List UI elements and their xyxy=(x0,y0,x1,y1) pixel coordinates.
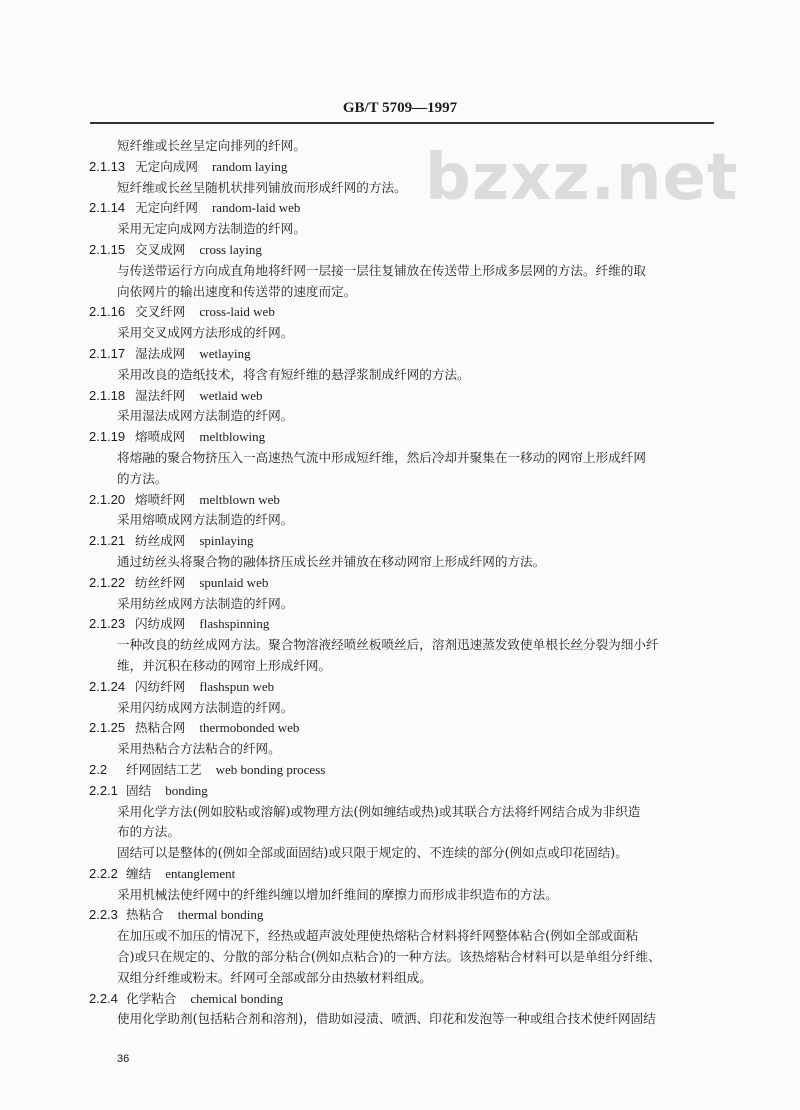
term-heading xyxy=(89,386,263,407)
header-rule xyxy=(90,122,714,124)
term-number: 2.1.16 xyxy=(89,304,126,320)
document-body xyxy=(0,136,800,1030)
definition-text: 使用化学助剂(包括粘合剂和溶剂)，借助如浸渍、喷洒、印花和发泡等一种或组合技术使纤网固结 xyxy=(117,1011,656,1027)
definition-text: 将熔融的聚合物挤压入一高速热气流中形成短纤维，然后冷却并聚集在一移动的网帘上形成纤网 xyxy=(117,449,646,465)
definition-text: 采用湿法成网方法制造的纤网。 xyxy=(117,408,294,424)
definition-text: 布的方法。 xyxy=(117,824,180,840)
term-chinese: 热粘合网 xyxy=(135,720,186,736)
term-chinese: 固结 xyxy=(126,782,152,798)
term-heading xyxy=(89,531,254,552)
term-heading xyxy=(89,864,235,885)
definition-text: 维，并沉积在移动的网帘上形成纤网。 xyxy=(117,657,332,673)
term-chinese: 交叉纤网 xyxy=(135,304,186,320)
term-number: 2.2 xyxy=(89,761,108,777)
term-english: web bonding process xyxy=(215,761,326,777)
term-number: 2.1.19 xyxy=(89,429,126,445)
term-heading xyxy=(89,302,275,323)
term-heading xyxy=(89,760,325,781)
term-number: 2.1.17 xyxy=(89,345,126,361)
definition-text: 采用熔喷成网方法制造的纤网。 xyxy=(117,512,294,528)
definition-text: 采用热粘合方法粘合的纤网。 xyxy=(117,741,281,757)
term-english: flashspinning xyxy=(199,616,270,632)
term-english: spunlaid web xyxy=(199,574,269,590)
definition-text: 在加压或不加压的情况下，经热或超声波处理使热熔粘合材料将纤网整体粘合(例如全部或面粘 xyxy=(117,928,639,944)
term-heading xyxy=(89,344,251,365)
definition-text: 短纤维或长丝呈随机状排列铺放而形成纤网的方法。 xyxy=(117,179,407,195)
definition-text: 一种改良的纺丝成网方法。聚合物溶液经喷丝板喷丝后，溶剂迅速蒸发致使单根长丝分裂为细小纤 xyxy=(117,637,659,653)
term-number: 2.1.20 xyxy=(89,491,126,507)
term-number: 2.2.1 xyxy=(89,782,118,798)
term-english: spinlaying xyxy=(199,533,254,549)
definition-text: 向依网片的输出速度和传送带的速度而定。 xyxy=(117,283,357,299)
term-chinese: 无定向纤网 xyxy=(135,200,198,216)
term-english: wetlaid web xyxy=(199,387,263,403)
term-number: 2.1.21 xyxy=(89,533,126,549)
term-heading xyxy=(89,157,287,178)
term-chinese: 纺丝成网 xyxy=(135,533,186,549)
term-english: cross laying xyxy=(199,241,262,257)
definition-text: 采用改良的造纸技术，将含有短纤维的悬浮浆制成纤网的方法。 xyxy=(117,366,470,382)
definition-text: 采用交叉成网方法形成的纤网。 xyxy=(117,325,294,341)
term-english: bonding xyxy=(165,782,208,798)
term-heading xyxy=(89,614,269,635)
term-english: flashspun web xyxy=(199,678,275,694)
definition-text: 双组分纤维或粉末。纤网可全部或部分由热敏材料组成。 xyxy=(117,969,432,985)
watermark: bzxz.net xyxy=(425,141,739,215)
definition-text: 的方法。 xyxy=(117,470,168,486)
definition-text: 采用机械法使纤网中的纤维纠缠以增加纤维间的摩擦力而形成非织造布的方法。 xyxy=(117,886,558,902)
term-number: 2.2.3 xyxy=(89,907,118,923)
definition-text: 采用闪纺成网方法制造的纤网。 xyxy=(117,699,294,715)
term-chinese: 熔喷成网 xyxy=(135,429,186,445)
term-chinese: 纺丝纤网 xyxy=(135,574,186,590)
term-english: wetlaying xyxy=(199,345,251,361)
term-number: 2.1.15 xyxy=(89,241,126,257)
term-heading xyxy=(89,427,265,448)
term-chinese: 缠结 xyxy=(126,865,152,881)
term-english: thermobonded web xyxy=(199,720,300,736)
page-number: 36 xyxy=(117,1053,130,1065)
term-chinese: 闪纺成网 xyxy=(135,616,186,632)
term-heading xyxy=(89,198,300,219)
term-heading xyxy=(89,677,274,698)
term-english: chemical bonding xyxy=(190,990,284,1006)
term-number: 2.2.2 xyxy=(89,865,118,881)
term-number: 2.1.24 xyxy=(89,678,126,694)
term-chinese: 化学粘合 xyxy=(126,990,177,1006)
term-chinese: 湿法纤网 xyxy=(135,387,186,403)
term-chinese: 热粘合 xyxy=(126,907,164,923)
term-heading xyxy=(89,490,280,511)
definition-text: 短纤维或长丝呈定向排列的纤网。 xyxy=(117,138,306,153)
definition-text: 合)或只在规定的、分散的部分粘合(例如点粘合)的一种方法。该热熔粘合材料可以是单组分纤维、 xyxy=(117,949,661,965)
term-chinese: 无定向成网 xyxy=(135,158,198,174)
term-chinese: 熔喷纤网 xyxy=(135,491,186,507)
term-english: random laying xyxy=(211,158,288,174)
term-number: 2.1.13 xyxy=(89,158,126,174)
term-number: 2.1.25 xyxy=(89,720,126,736)
term-number: 2.1.22 xyxy=(89,574,126,590)
definition-text: 采用无定向成网方法制造的纤网。 xyxy=(117,221,306,237)
term-heading xyxy=(89,989,283,1010)
term-number: 2.1.18 xyxy=(89,387,126,403)
page-header-standard-number: GB/T 5709—1997 xyxy=(342,100,458,116)
term-number: 2.1.14 xyxy=(89,200,126,216)
term-english: thermal bonding xyxy=(177,907,264,923)
definition-text: 采用纺丝成网方法制造的纤网。 xyxy=(117,595,294,611)
term-number: 2.1.23 xyxy=(89,616,126,632)
term-chinese: 湿法成网 xyxy=(135,345,186,361)
definition-text: 通过纺丝头将聚合物的融体挤压成长丝并铺放在移动网帘上形成纤网的方法。 xyxy=(117,553,546,569)
term-heading xyxy=(89,573,268,594)
term-heading xyxy=(89,781,208,802)
term-chinese: 纤网固结工艺 xyxy=(126,761,202,777)
term-english: entanglement xyxy=(165,865,236,881)
term-english: meltblown web xyxy=(199,491,280,507)
term-english: random-laid web xyxy=(211,200,301,216)
term-heading xyxy=(89,905,263,926)
term-chinese: 闪纺纤网 xyxy=(135,678,186,694)
definition-text: 采用化学方法(例如胶粘或溶解)或物理方法(例如缠结或热)或其联合方法将纤网结合成为非织造 xyxy=(117,803,641,819)
definition-text: 与传送带运行方向成直角地将纤网一层接一层往复铺放在传送带上形成多层网的方法。纤维的取 xyxy=(117,262,646,278)
term-number: 2.2.4 xyxy=(89,990,118,1006)
term-heading xyxy=(89,240,262,261)
term-english: cross-laid web xyxy=(199,304,275,320)
term-heading xyxy=(89,718,299,739)
definition-text: 固结可以是整体的(例如全部或面固结)或只限于规定的、不连续的部分(例如点或印花固结)。 xyxy=(117,845,628,861)
term-chinese: 交叉成网 xyxy=(135,241,186,257)
term-english: meltblowing xyxy=(199,429,266,445)
